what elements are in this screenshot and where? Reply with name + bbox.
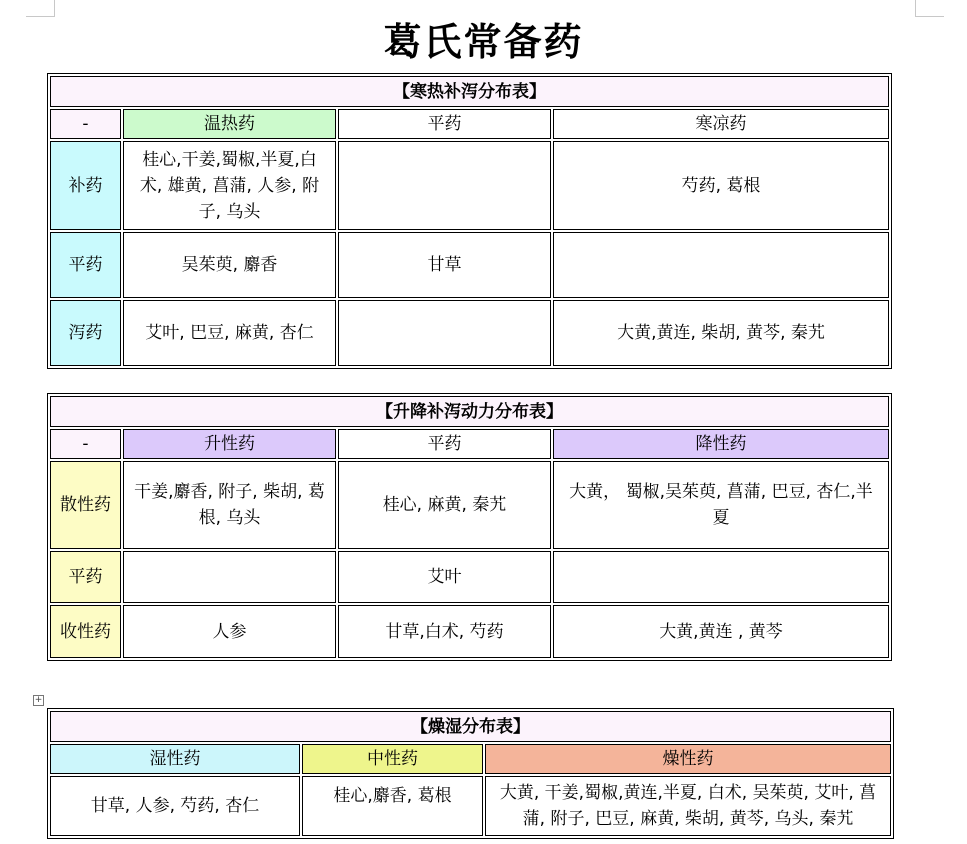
row-header: 散性药 bbox=[50, 461, 121, 549]
table-cell: 干姜,麝香, 附子, 柴胡, 葛根, 乌头 bbox=[123, 461, 336, 549]
table-caption: 【升降补泻动力分布表】 bbox=[50, 396, 889, 427]
row-header: 泻药 bbox=[50, 300, 121, 366]
table-cell: 大黄,黄连 , 黄芩 bbox=[553, 605, 889, 658]
table-cell: 大黄, 干姜,蜀椒,黄连,半夏, 白术, 吴茱萸, 艾叶, 菖蒲, 附子, 巴豆, 麻黄, 柴胡, 黄芩, 乌头, 秦艽 bbox=[485, 776, 891, 836]
table-cell: 人参 bbox=[123, 605, 336, 658]
row-header: 收性药 bbox=[50, 605, 121, 658]
row-header: 平药 bbox=[50, 551, 121, 603]
table-cell: 桂心,麝香, 葛根 bbox=[302, 776, 483, 836]
row-header: 补药 bbox=[50, 141, 121, 230]
page-corner-mark-left bbox=[26, 0, 55, 17]
table-caption: 【寒热补泻分布表】 bbox=[50, 76, 889, 107]
table-cell: 甘草, 人参, 芍药, 杏仁 bbox=[50, 776, 300, 836]
column-header: 中性药 bbox=[302, 744, 483, 774]
table-cell bbox=[338, 141, 551, 230]
table-cell bbox=[553, 232, 889, 298]
table-cell: 艾叶 bbox=[338, 551, 551, 603]
move-handle-icon[interactable]: + bbox=[34, 695, 43, 705]
table-cell: 甘草 bbox=[338, 232, 551, 298]
column-header: 燥性药 bbox=[485, 744, 891, 774]
table-cell: 吴茱萸, 麝香 bbox=[123, 232, 336, 298]
table-cell bbox=[553, 551, 889, 603]
table-ascend-descend bbox=[47, 393, 892, 661]
table-cell: 桂心,干姜,蜀椒,半夏,白术, 雄黄, 菖蒲, 人参, 附子, 乌头 bbox=[123, 141, 336, 230]
row-header: 平药 bbox=[50, 232, 121, 298]
table-dry-wet bbox=[47, 708, 894, 839]
column-header: 降性药 bbox=[553, 429, 889, 459]
column-header: 平药 bbox=[338, 429, 551, 459]
table-cell: 甘草,白术, 芍药 bbox=[338, 605, 551, 658]
column-header: 湿性药 bbox=[50, 744, 300, 774]
column-header: 升性药 bbox=[123, 429, 336, 459]
table-corner-cell: - bbox=[50, 429, 121, 459]
table-cell: 芍药, 葛根 bbox=[553, 141, 889, 230]
table-caption: 【燥湿分布表】 bbox=[50, 711, 891, 742]
page-corner-mark-right bbox=[915, 0, 944, 17]
column-header: 平药 bbox=[338, 109, 551, 139]
table-cell: 大黄,黄连, 柴胡, 黄芩, 秦艽 bbox=[553, 300, 889, 366]
document-title: 葛氏常备药 bbox=[383, 19, 584, 64]
table-cell bbox=[123, 551, 336, 603]
column-header: 寒凉药 bbox=[553, 109, 889, 139]
table-cell: 大黄， 蜀椒,吴茱萸, 菖蒲, 巴豆, 杏仁,半夏 bbox=[553, 461, 889, 549]
table-cell: 艾叶, 巴豆, 麻黄, 杏仁 bbox=[123, 300, 336, 366]
table-cell bbox=[338, 300, 551, 366]
table-cell: 桂心, 麻黄, 秦艽 bbox=[338, 461, 551, 549]
table-cold-heat bbox=[47, 73, 892, 369]
table-corner-cell: - bbox=[50, 109, 121, 139]
column-header: 温热药 bbox=[123, 109, 336, 139]
